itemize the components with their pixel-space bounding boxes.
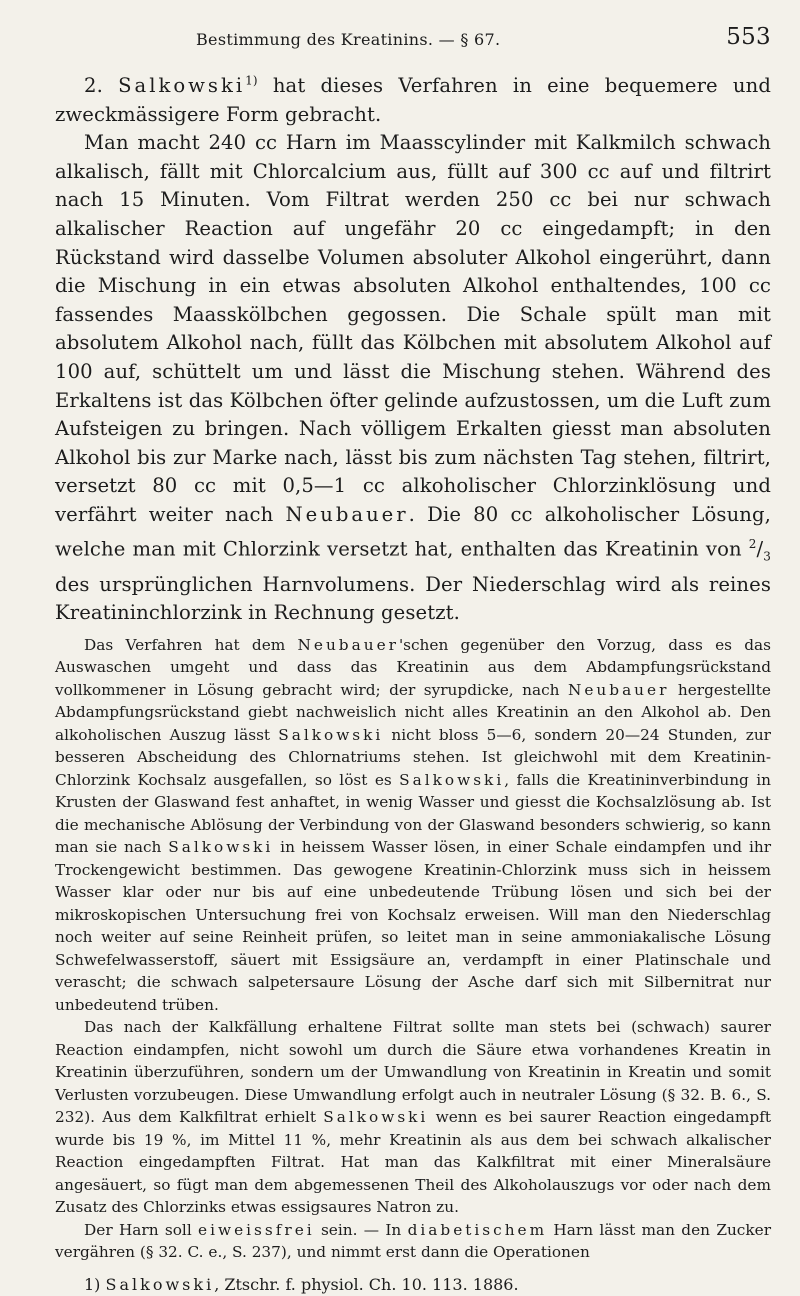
- running-header: [196, 24, 771, 50]
- paragraph-text: Der Harn soll: [84, 1220, 199, 1239]
- footnote: [55, 1274, 771, 1296]
- author-name: Neubauer: [285, 502, 409, 526]
- footnote-mark: 1): [84, 1274, 101, 1294]
- paragraph-text: Das Verfahren hat dem: [84, 635, 298, 654]
- note-paragraph-1: [55, 634, 771, 1017]
- paragraph-text: , falls die Kreatininverbindung in Krusten der Glaswand fest anhaftet, in wenig Wasser und giesst die Kochsalzlösung ab. Ist die mechanische Ablösung der Verbindung von der Glaswand besonders schwierig, so kann man sie nach: [55, 770, 771, 857]
- note-paragraph-2: [55, 1016, 771, 1219]
- fraction-denominator: 3: [763, 548, 771, 563]
- paragraph-text: 'schen gegenüber den Vorzug, dass es das Auswaschen umgeht und dass das Kreatinin aus dem Abdampfungsrückstand vollkommener in Lösung gebracht wird; der syrupdicke, nach: [55, 635, 771, 699]
- paragraph-text: sein. — In: [314, 1220, 408, 1239]
- footnote-citation: , Ztschr. f. physiol. Ch. 10. 113. 1886.: [214, 1274, 519, 1294]
- fraction-numerator: 2: [748, 536, 757, 551]
- paragraph-text: Harn lässt man den Zucker vergähren (§ 32. C. e., S. 237), und nimmt erst dann die Operationen: [55, 1220, 772, 1262]
- author-name: Salkowski: [168, 838, 274, 857]
- paragraph-text: Das nach der Kalkfällung erhaltene Filtrat sollte man stets bei (schwach) saurer Reaction eindampfen, nicht sowohl um durch die Säure etwa vorhandenes Kreatin in Kreatinin überzuführen, sondern um der Umwandlung von Kreatinin in Kreatin und somit Verlusten vorzubeugen. Diese Umwandlung erfolgt auch in neutraler Lösung (§ 32. B. 6., S. 232). Aus dem Kalkfiltrat erhielt: [55, 1018, 771, 1127]
- paragraph-text: des ursprünglichen Harnvolumens. Der Niederschlag wird als reines Kreatininchlorzink in Rechnung gesetzt.: [55, 572, 771, 625]
- running-title: Bestimmung des Kreatinins. — § 67.: [196, 30, 501, 49]
- emphasis-text: diabetischem: [407, 1220, 548, 1239]
- method-paragraph: Man macht 240 cc Harn im Maasscylinder mit Kalkmilch schwach alkalisch, fällt mit Chlorcalcium aus, füllt auf 300 cc auf und filtrirt nach 15 Minuten. Vom Filtrat werden 250 cc bei nur schwach alkalischer Reaction auf ungefähr 20 cc eingedampft; in den Rückstand wird dasselbe Volumen absoluter Alkohol eingerührt, dann die Mischung in ein etwas absoluten Alkohol enthaltendes, 100 cc fassendes Maasskölbchen gegossen. Die Schale spült man mit absolutem Alkohol nach, füllt das Kölbchen mit absolutem Alkohol auf 100 auf, schüttelt um und lässt die Mischung stehen. Während des Erkaltens ist das Kölbchen öfter gelinde aufzustossen, um die Luft zum Aufsteigen zu bringen. Nach völligem Erkalten giesst man absoluten Alkohol bis zur Marke nach, lässt bis zum nächsten Tag stehen, filtrirt, versetzt 80 cc mit 0,5—1 cc alkoholischer Chlorzinklösung und verfährt weiter nach Neubauer. Die 80 cc alkoholischer Lösung, welche man mit Chlorzink versetzt hat, enthalten das Kreatinin von $^2/_3$ des ursprünglichen Harnvolumens. Der Niederschlag wird als reines Kreatininchlorzink in Rechnung gesetzt.: [55, 131, 771, 625]
- page-number: 553: [726, 24, 771, 50]
- author-name: Salkowski: [323, 1108, 429, 1127]
- paragraph-text: nicht bloss 5—6, sondern 20—24 Stunden, zur besseren Abscheidung des Chlornatriums stehen. Ist gleichwohl mit dem Kreatinin-Chlorzink Kochsalz ausgefallen, so löst es: [55, 725, 771, 789]
- section-number: 2.: [84, 74, 103, 97]
- author-name: Salkowski: [278, 725, 384, 744]
- body-text: [55, 72, 771, 1296]
- intro-text: hat dieses Verfahren in eine bequemere und zweckmässigere Form gebracht.: [55, 74, 771, 126]
- author-name: Neubauer: [567, 680, 670, 699]
- paragraph-text: wenn es bei saurer Reaction eingedampft wurde bis 19 %, im Mittel 11 %, mehr Kreatinin als aus dem bei schwach alkalischer Reaction eingedampften Filtrat. Hat man das Kalkfiltrat mit einer Mineralsäure angesäuert, so fügt man dem abgemessenen Theil des Alkoholauszugs vor oder nach dem Zusatz des Chlorzinks etwas essigsaures Natron zu.: [55, 1108, 771, 1217]
- author-name: Neubauer: [297, 635, 399, 654]
- author-name: Salkowski: [399, 770, 505, 789]
- paragraph-text: . Die 80 cc alkoholischer Lösung, welche man mit Chlorzink versetzt hat, enthalten das Kreatinin von: [55, 502, 771, 561]
- section-intro: [55, 72, 771, 129]
- emphasis-text: eiweissfrei: [198, 1220, 315, 1239]
- note-paragraph-3: [55, 1219, 771, 1264]
- author-name: Salkowski: [105, 1274, 215, 1294]
- paragraph-text: Man macht 240 cc Harn im Maasscylinder mit Kalkmilch schwach alkalisch, fällt mit Chlorcalcium aus, füllt auf 300 cc auf und filtrirt nach 15 Minuten. Vom Filtrat werden 250 cc bei nur schwach alkalischer Reaction auf ungefähr 20 cc eingedampft; in den Rückstand wird dasselbe Volumen absoluter Alkohol eingerührt, dann die Mischung in ein etwas absoluten Alkohol enthaltendes, 100 cc fassendes Maasskölbchen gegossen. Die Schale spült man mit absolutem Alkohol nach, füllt das Kölbchen mit absolutem Alkohol auf 100 auf, schüttelt um und lässt die Mischung stehen. Während des Erkaltens ist das Kölbchen öfter gelinde aufzustossen, um die Luft zum Aufsteigen zu bringen. Nach völligem Erkalten giesst man absoluten Alkohol bis zur Marke nach, lässt bis zum nächsten Tag stehen, filtrirt, versetzt 80 cc mit 0,5—1 cc alkoholischer Chlorzinklösung und verfährt weiter nach: [55, 131, 771, 526]
- author-name: Salkowski: [118, 74, 246, 97]
- paragraph-text: in heissem Wasser lösen, in einer Schale eindampfen und ihr Trockengewicht bestimmen. Das gewogene Kreatinin-Chlorzink muss sich in heissem Wasser klar oder nur bis auf eine unbedeutende Trübung lösen und sich bei der mikroskopischen Untersuchung frei von Kochsalz erweisen. Will man den Niederschlag noch weiter auf seine Reinheit prüfen, so leitet man in seine ammoniakalische Lösung Schwefelwasserstoff, säuert mit Essigsäure an, verdampft in einer Platinschale und verascht; die schwach salpetersaure Lösung der Asche darf sich mit Silbernitrat nur unbedeutend trüben.: [55, 838, 772, 1014]
- paragraph-text: hergestellte Abdampfungsrückstand giebt nachweislich nicht alles Kreatinin an den Alkohol ab. Den alkoholischen Auszug lässt: [55, 680, 771, 744]
- footnote-reference[interactable]: 1): [245, 73, 258, 88]
